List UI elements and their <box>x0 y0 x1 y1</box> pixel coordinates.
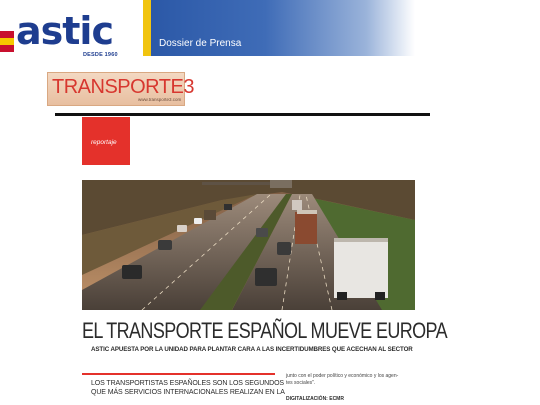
magazine-url: www.transporte3.com <box>138 97 182 102</box>
lead-divider <box>82 373 275 375</box>
highway-trucks-photo <box>82 180 415 310</box>
article-lead <box>91 379 285 397</box>
article-headline: EL TRANSPORTE ESPAÑOL MUEVE EUROPA <box>82 318 448 343</box>
banner-accent <box>143 0 151 56</box>
dossier-banner <box>143 0 415 56</box>
body-line: junto con el poder político y económico y los agen- <box>286 373 399 379</box>
dossier-label: Dossier de Prensa <box>159 38 242 49</box>
magazine-name: TRANSPORTE3 <box>52 76 194 98</box>
article-byline: DIGITALIZACIÓN: ECMR <box>286 396 344 402</box>
magazine-logo <box>47 72 194 106</box>
section-tag <box>82 117 130 165</box>
article-subheadline: ASTIC APUESTA POR LA UNIDAD PARA PLANTAR CARA A LAS INCERTIDUMBRES QUE ACECHAN AL SECTOR <box>91 346 413 353</box>
body-line: tes sociales". <box>286 380 316 386</box>
astic-logo <box>0 8 116 58</box>
lead-line: LOS TRANSPORTISTAS ESPAÑOLES SON LOS SEGUNDOS <box>91 380 284 387</box>
page-rule <box>55 113 430 116</box>
section-label: reportaje <box>91 139 117 146</box>
logo-wordmark: astic <box>16 9 113 53</box>
lead-line: QUE MÁS SERVICIOS INTERNACIONALES REALIZAN EN LA <box>91 389 285 396</box>
logo-since: DESDE 1960 <box>83 52 118 58</box>
article-body <box>286 373 421 387</box>
flag-icon <box>0 31 14 53</box>
